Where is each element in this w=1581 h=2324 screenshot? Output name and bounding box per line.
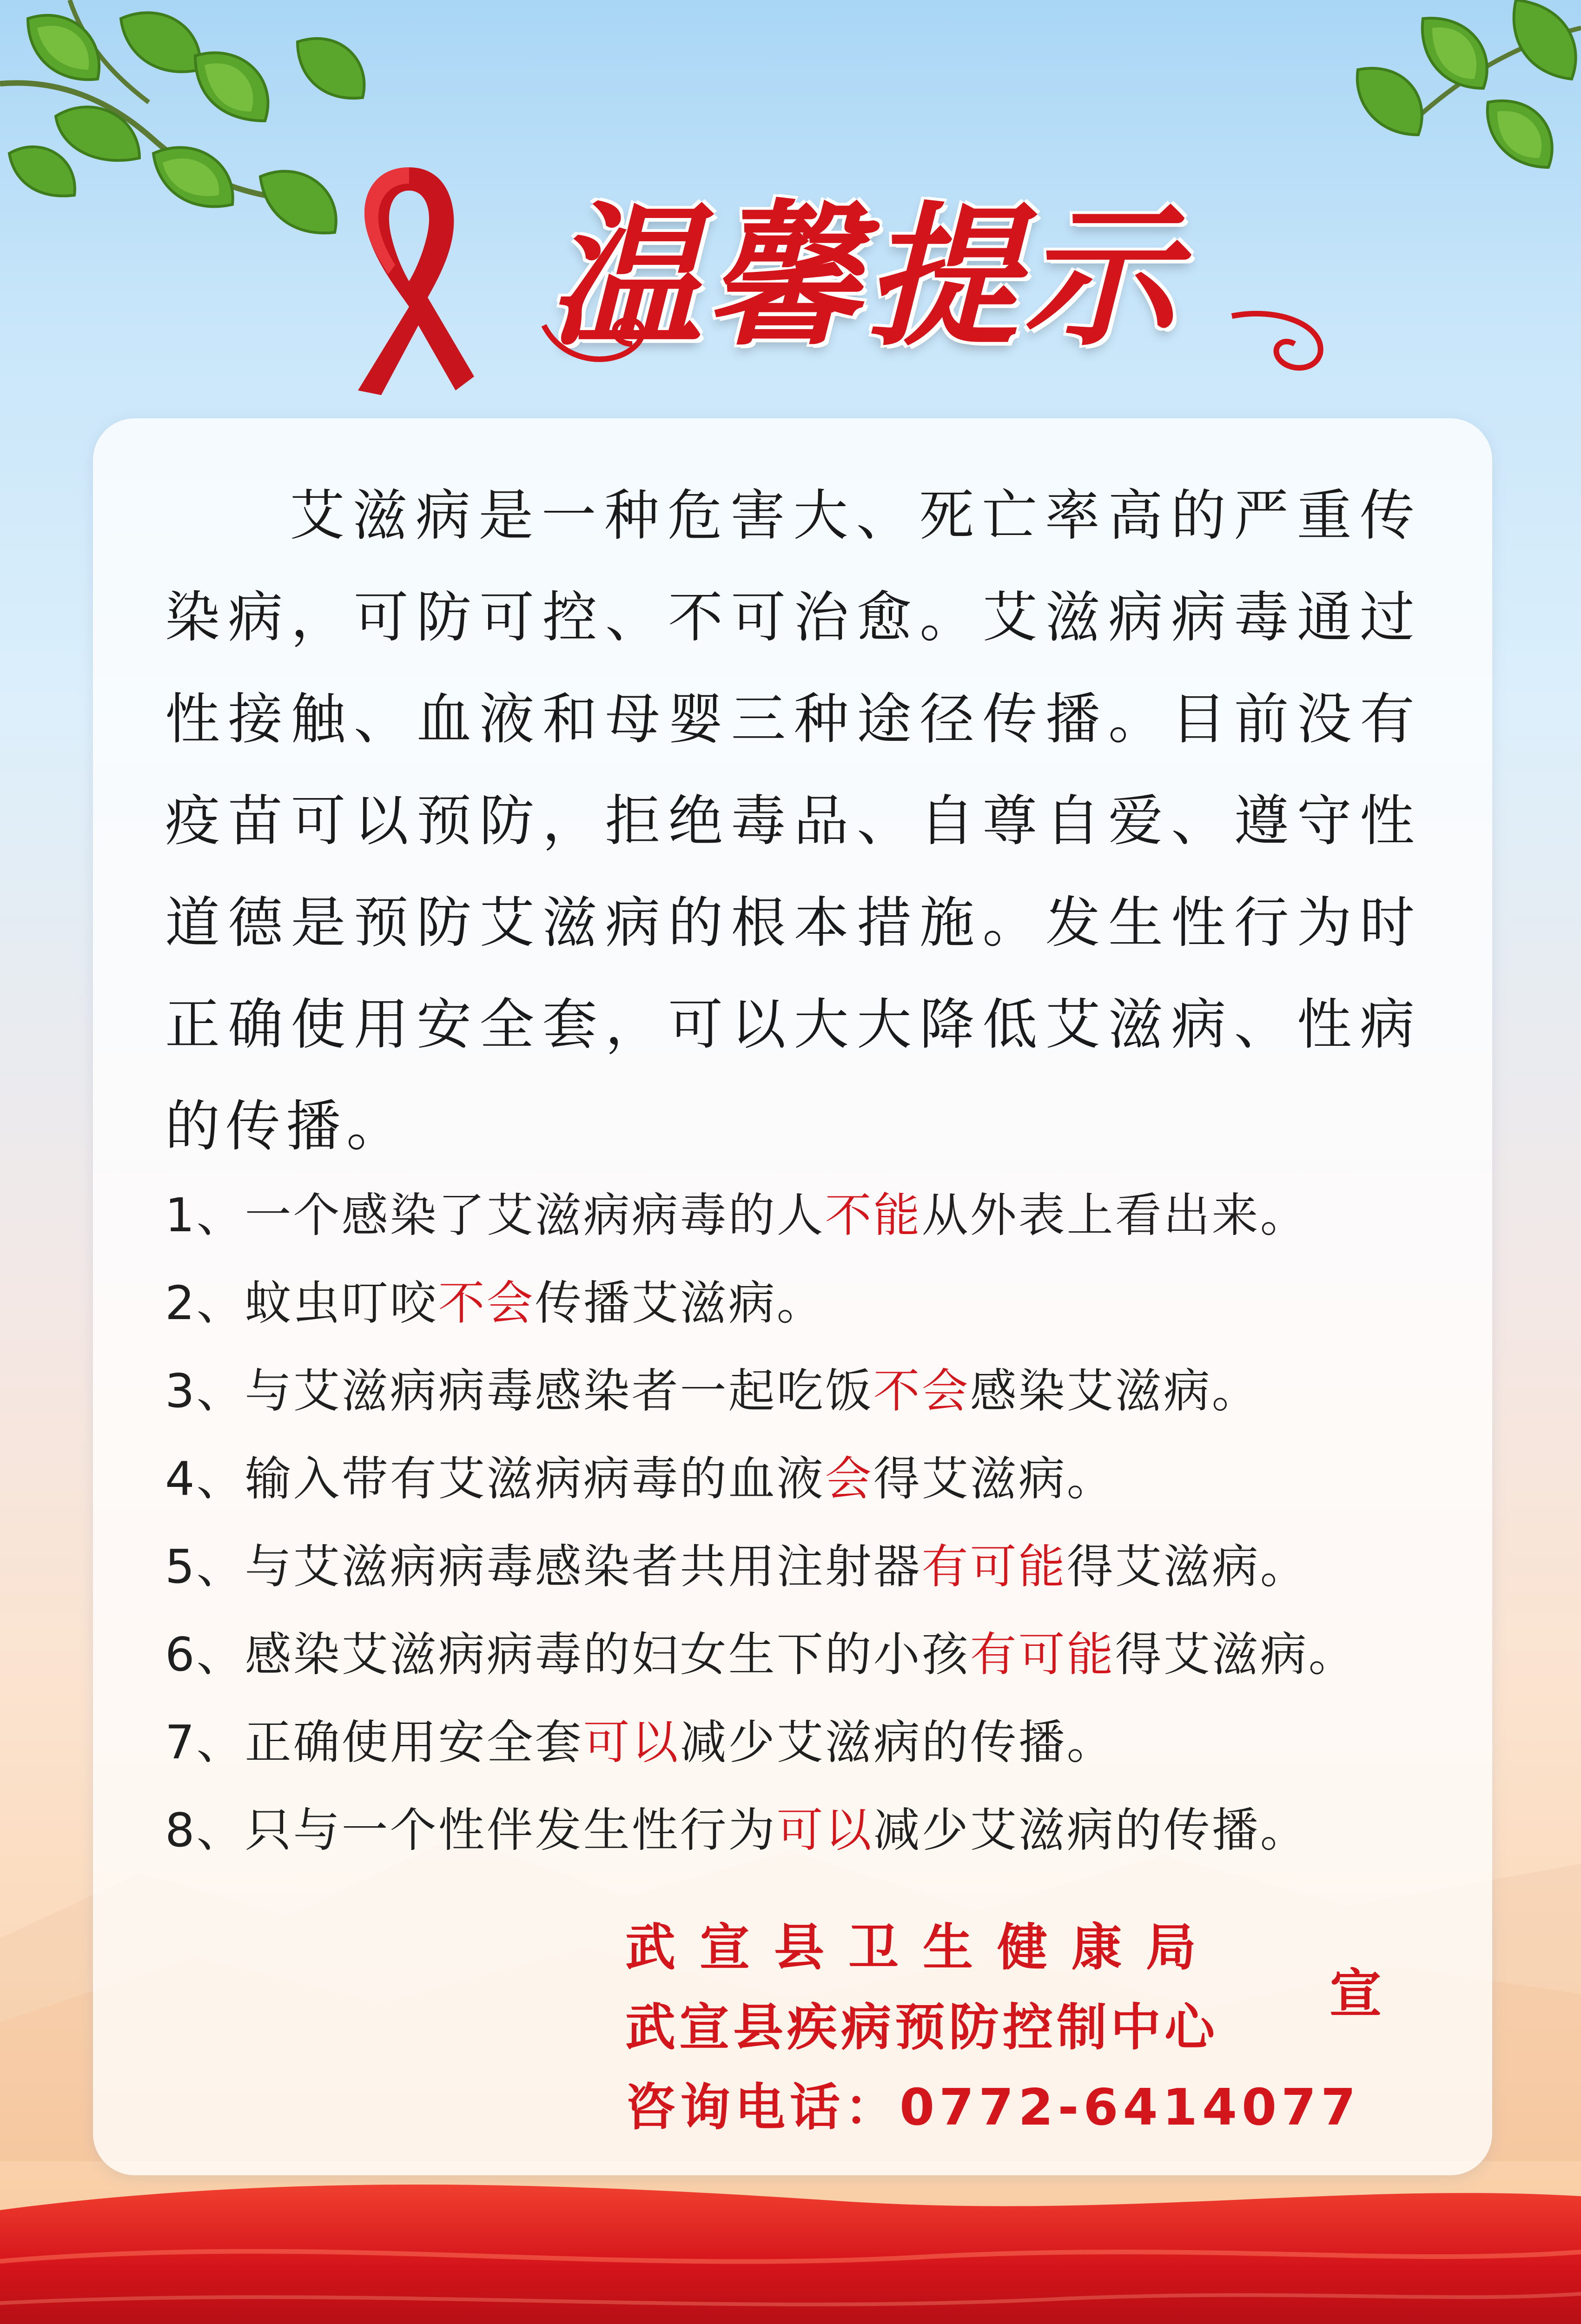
- red-ribbon-icon: [339, 158, 479, 400]
- fact-highlight: 不会: [438, 1276, 535, 1330]
- fact-highlight: 会: [825, 1452, 873, 1506]
- fact-item-5: 5、与艾滋病病毒感染者共用注射器有可能得艾滋病。: [165, 1539, 1309, 1594]
- fact-highlight: 有可能: [970, 1627, 1115, 1682]
- fact-highlight: 有可能: [921, 1539, 1067, 1594]
- consult-phone: 咨询电话：0772-6414077: [625, 2079, 1361, 2137]
- fact-highlight: 可以: [776, 1803, 873, 1857]
- poster-title: 温馨提示: [549, 186, 1181, 367]
- red-silk-wave: [0, 2154, 1581, 2324]
- fact-item-6: 6、感染艾滋病病毒的妇女生下的小孩有可能得艾滋病。: [165, 1627, 1357, 1682]
- facts-list: [165, 1171, 1495, 1874]
- fact-highlight: 不会: [873, 1364, 970, 1418]
- fact-item-1: 1、一个感染了艾滋病病毒的人不能从外表上看出来。: [165, 1188, 1309, 1242]
- green-leaves-right: [1228, 0, 1581, 195]
- fact-highlight: 可以: [583, 1715, 680, 1769]
- fact-item-4: 4、输入带有艾滋病病毒的血液会得艾滋病。: [165, 1452, 1115, 1506]
- fact-item-2: 2、蚊虫叮咬不会传播艾滋病。: [165, 1276, 825, 1330]
- org-cdc: 武宣县疾病预防控制中心: [625, 1999, 1219, 2057]
- intro-paragraph: 艾滋病是一种危害大、死亡率高的严重传染病，可防可控、不可治愈。艾滋病病毒通过性接触、血液和母婴三种途径传播。目前没有疫苗可以预防，拒绝毒品、自尊自爱、遵守性道德是预防艾滋病的根本措施。发生性行为时正确使用安全套，可以大大降低艾滋病、性病的传播。: [165, 483, 1420, 1158]
- organization-block: [625, 1908, 1360, 2148]
- fact-highlight: 不能: [825, 1188, 922, 1242]
- org-health-bureau: 武宣县卫生健康局: [625, 1919, 1221, 1977]
- fact-item-3: 3、与艾滋病病毒感染者一起吃饭不会感染艾滋病。: [165, 1364, 1260, 1418]
- announce-mark: 宣: [1330, 1964, 1382, 2024]
- fact-item-8: 8、只与一个性伴发生性行为可以减少艾滋病的传播。: [165, 1803, 1309, 1857]
- title-swirl-ornament: [535, 307, 1334, 376]
- fact-item-7: 7、正确使用安全套可以减少艾滋病的传播。: [165, 1715, 1115, 1769]
